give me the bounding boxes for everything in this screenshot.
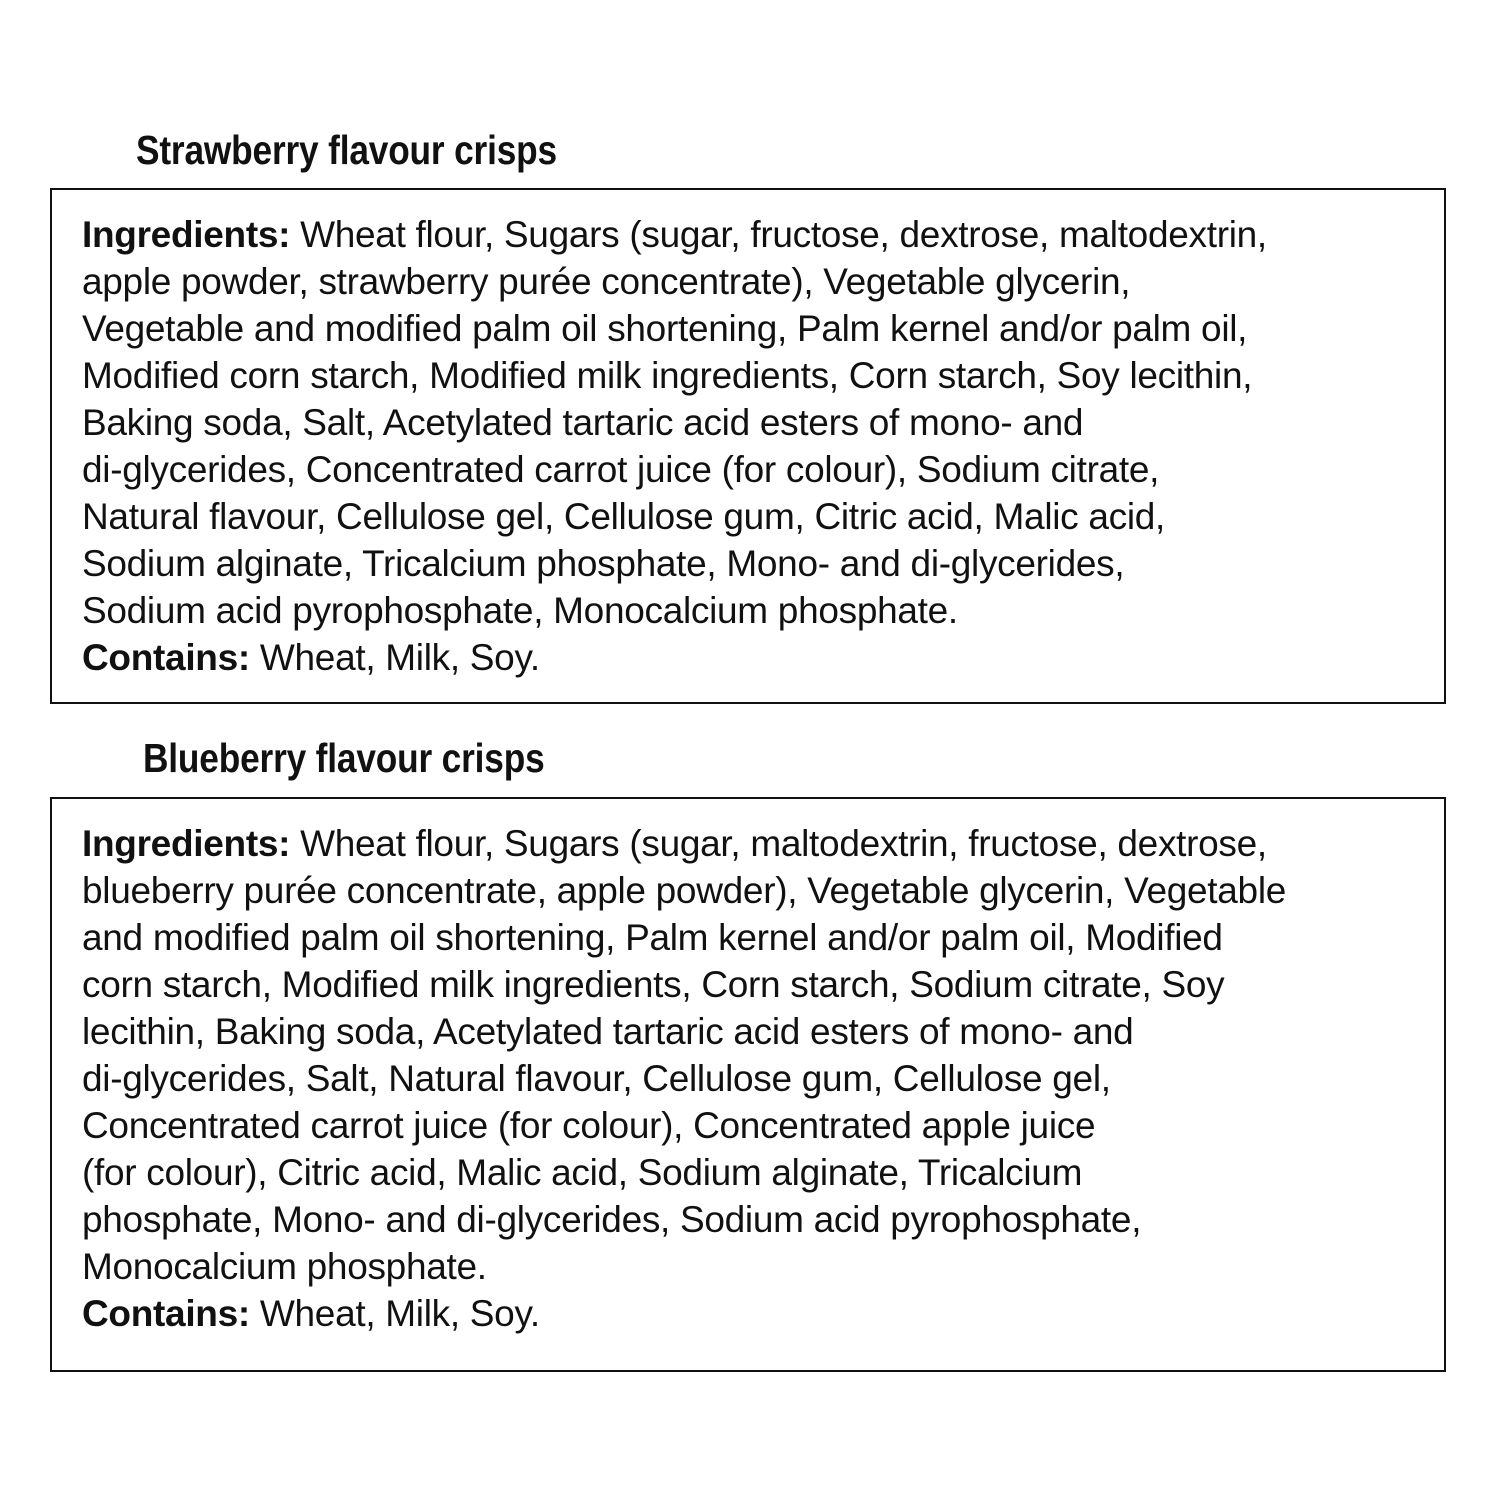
ingredients-line: Vegetable and modified palm oil shortening, Palm kernel and/or palm oil,: [82, 308, 1248, 349]
contains-label: Contains:: [82, 1293, 250, 1334]
ingredients-line: di-glycerides, Salt, Natural flavour, Cellulose gum, Cellulose gel,: [82, 1058, 1111, 1099]
ingredients-line: lecithin, Baking soda, Acetylated tartaric acid esters of mono- and: [82, 1011, 1134, 1052]
ingredients-line: Modified corn starch, Modified milk ingredients, Corn starch, Soy lecithin,: [82, 355, 1253, 396]
ingredients-line: phosphate, Mono- and di-glycerides, Sodium acid pyrophosphate,: [82, 1199, 1142, 1240]
ingredients-line: [82, 211, 1434, 258]
ingredients-label: Ingredients:: [82, 823, 291, 864]
ingredients-line: apple powder, strawberry purée concentrate), Vegetable glycerin,: [82, 261, 1131, 302]
ingredients-line: Natural flavour, Cellulose gel, Cellulose gum, Citric acid, Malic acid,: [82, 496, 1165, 537]
ingredients-line: blueberry purée concentrate, apple powder), Vegetable glycerin, Vegetable: [82, 870, 1287, 911]
ingredients-line: [82, 820, 1434, 867]
contains-label: Contains:: [82, 637, 250, 678]
ingredients-line: and modified palm oil shortening, Palm kernel and/or palm oil, Modified: [82, 917, 1223, 958]
ingredients-line: Sodium alginate, Tricalcium phosphate, Mono- and di-glycerides,: [82, 543, 1125, 584]
section-title-strawberry: Strawberry flavour crisps: [136, 127, 557, 173]
ingredients-text-strawberry: [82, 211, 1434, 681]
ingredients-line: corn starch, Modified milk ingredients, Corn starch, Sodium citrate, Soy: [82, 964, 1225, 1005]
ingredients-label: Ingredients:: [82, 214, 291, 255]
ingredients-line: di-glycerides, Concentrated carrot juice (for colour), Sodium citrate,: [82, 449, 1160, 490]
ingredients-box-blueberry: [50, 797, 1446, 1372]
ingredients-line-text: Wheat flour, Sugars (sugar, maltodextrin, fructose, dextrose,: [290, 823, 1267, 864]
contains-line: [82, 1290, 1434, 1337]
ingredients-line: Baking soda, Salt, Acetylated tartaric acid esters of mono- and: [82, 402, 1084, 443]
ingredients-line: Monocalcium phosphate.: [82, 1246, 487, 1287]
ingredients-line: Sodium acid pyrophosphate, Monocalcium phosphate.: [82, 590, 958, 631]
ingredients-box-strawberry: [50, 188, 1446, 704]
contains-text: Wheat, Milk, Soy.: [249, 1293, 540, 1334]
ingredients-line-text: Wheat flour, Sugars (sugar, fructose, dextrose, maltodextrin,: [290, 214, 1267, 255]
section-title-blueberry: Blueberry flavour crisps: [143, 735, 545, 781]
ingredients-line: Concentrated carrot juice (for colour), Concentrated apple juice: [82, 1105, 1096, 1146]
ingredients-line: (for colour), Citric acid, Malic acid, Sodium alginate, Tricalcium: [82, 1152, 1083, 1193]
contains-line: [82, 634, 1434, 681]
contains-text: Wheat, Milk, Soy.: [249, 637, 540, 678]
ingredients-text-blueberry: [82, 820, 1434, 1337]
